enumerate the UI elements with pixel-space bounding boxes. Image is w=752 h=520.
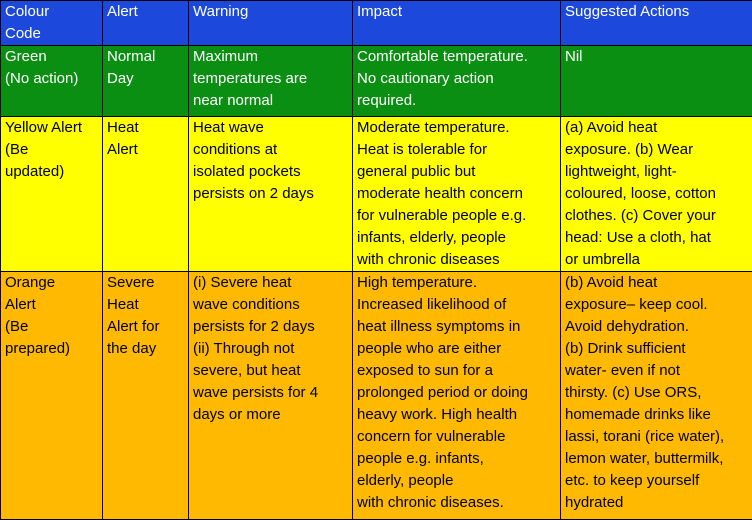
cell-colour-code: Yellow Alert (Be updated) (1, 117, 103, 272)
cell-colour-code: Orange Alert (Be prepared) (1, 272, 103, 520)
header-alert: Alert (103, 1, 189, 46)
cell-actions: (b) Avoid heat exposure– keep cool. Avoid dehydration. (b) Drink sufficient water- even if not thirsty. (c) Use ORS, homemade drinks like lassi, torani (rice water), lemon water, buttermilk, etc. to keep yourself hydrated (561, 272, 752, 520)
header-impact: Impact (353, 1, 561, 46)
cell-impact: Moderate temperature. Heat is tolerable for general public but moderate health concern for vulnerable people e.g. infants, elderly, people with chronic diseases (353, 117, 561, 272)
cell-colour-code: Green (No action) (1, 46, 103, 117)
cell-actions: (a) Avoid heat exposure. (b) Wear lightweight, light- coloured, loose, cotton clothes. (c) Cover your head: Use a cloth, hat or umbrella (561, 117, 752, 272)
cell-actions: Nil (561, 46, 752, 117)
table-row-yellow (1, 117, 752, 272)
table-row-green (1, 46, 752, 117)
cell-alert: Severe Heat Alert for the day (103, 272, 189, 520)
cell-alert: Heat Alert (103, 117, 189, 272)
header-warning: Warning (189, 1, 353, 46)
cell-warning: Maximum temperatures are near normal (189, 46, 353, 117)
cell-impact: High temperature. Increased likelihood of heat illness symptoms in people who are either exposed to sun for a prolonged period or doing heavy work. High health concern for vulnerable people e.g. infants, elderly, people with chronic diseases. (353, 272, 561, 520)
cell-impact: Comfortable temperature. No cautionary action required. (353, 46, 561, 117)
table-header-row (1, 1, 752, 46)
header-suggested-actions: Suggested Actions (561, 1, 752, 46)
header-colour-code: Colour Code (1, 1, 103, 46)
cell-alert: Normal Day (103, 46, 189, 117)
cell-warning: Heat wave conditions at isolated pockets persists on 2 days (189, 117, 353, 272)
table-row-orange (1, 272, 752, 520)
cell-warning: (i) Severe heat wave conditions persists for 2 days (ii) Through not severe, but heat wave persists for 4 days or more (189, 272, 353, 520)
